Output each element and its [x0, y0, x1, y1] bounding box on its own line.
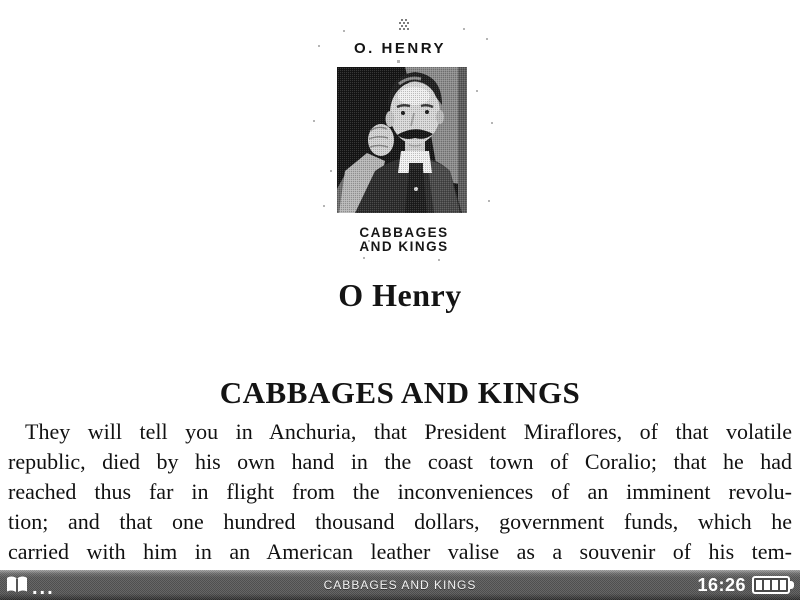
body-line: republic, died by his own hand in the coast town of Coralio; that he had — [8, 449, 792, 474]
open-book-icon[interactable] — [5, 575, 29, 595]
author-heading: O Henry — [338, 277, 462, 313]
battery-bar — [764, 580, 770, 590]
status-book-title: CABBAGES AND KINGS — [323, 578, 477, 592]
battery-icon — [752, 576, 790, 594]
chapter-title: CABBAGES AND KINGS — [219, 375, 581, 410]
status-right-group — [697, 575, 795, 596]
cover-title-line2: AND KINGS — [359, 239, 449, 254]
body-line: They will tell you in Anchuria, that President Miraflores, of that volatile — [25, 419, 792, 444]
cover-author-text: O. HENRY — [354, 40, 446, 57]
status-bar[interactable] — [0, 570, 800, 600]
battery-bar — [756, 580, 762, 590]
body-line: carried with him in an American leather valise as a souvenir of his tem- — [8, 539, 792, 564]
battery-bar — [780, 580, 786, 590]
portrait-of-o-henry — [337, 67, 467, 213]
clock-time: 16:26 — [697, 574, 746, 595]
menu-dots[interactable]: ... — [32, 577, 55, 599]
status-left-group[interactable] — [5, 575, 55, 599]
body-paragraph — [8, 417, 792, 567]
body-line: tion; and that one hundred thousand dollars, government funds, which he — [8, 509, 792, 534]
cover-top-mark — [399, 19, 409, 30]
book-cover-image — [308, 0, 498, 268]
body-line: reached thus far in flight from the inconveniences of an imminent revolu- — [8, 479, 792, 504]
cover-title-line1: CABBAGES — [359, 225, 449, 240]
battery-bar — [772, 580, 778, 590]
